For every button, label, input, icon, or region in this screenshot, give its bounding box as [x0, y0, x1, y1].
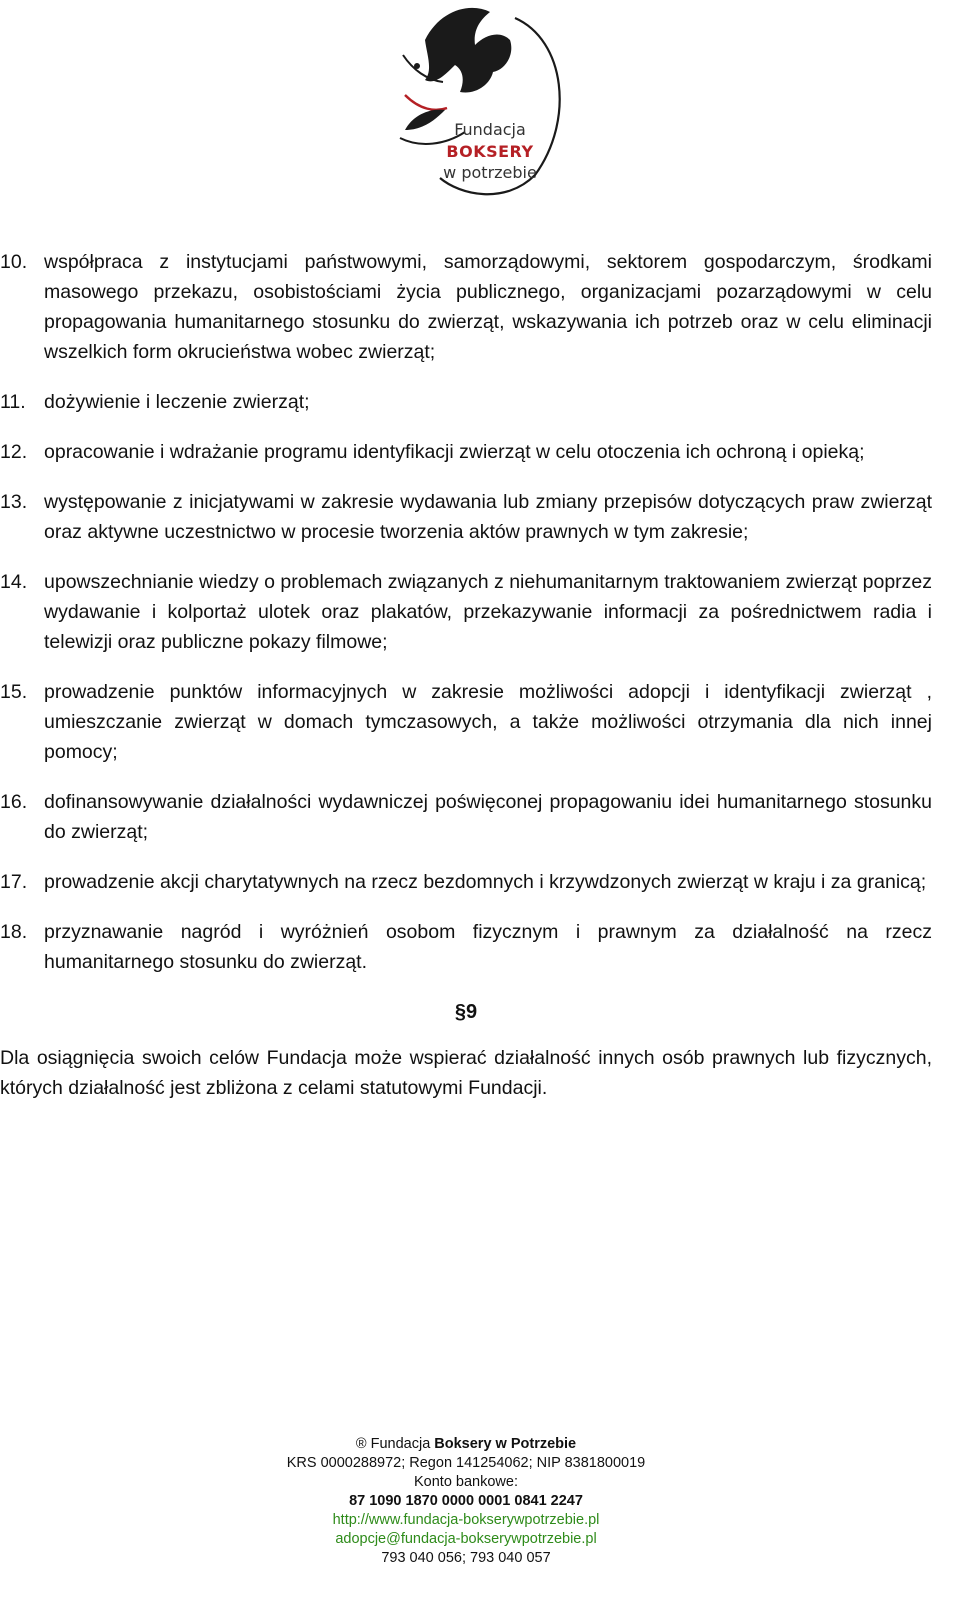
- statute-content: [0, 247, 932, 1103]
- foundation-logo: [365, 0, 585, 200]
- footer-website-link[interactable]: http://www.fundacja-bokserywpotrzebie.pl: [332, 1512, 600, 1528]
- list-item: [0, 247, 932, 367]
- footer-org-name: Boksery w Potrzebie: [434, 1436, 577, 1452]
- item-number: 16.: [0, 791, 28, 813]
- section-paragraph: Dla osiągnięcia swoich celów Fundacja może wspierać działalność innych osób prawnych lub fizycznych, których działalność jest zbliżona z celami statutowymi Fundacji.: [0, 1047, 932, 1099]
- item-number: 17.: [0, 871, 28, 893]
- item-number: 15.: [0, 681, 28, 703]
- item-text: upowszechnianie wiedzy o problemach związanych z niehumanitarnym traktowaniem zwierząt poprzez wydawanie i kolportaż ulotek oraz plakatów, przekazywanie informacji za pośrednictwem radia i telewizji oraz publiczne pokazy filmowe;: [44, 571, 932, 653]
- list-item: [0, 487, 932, 547]
- list-item: [0, 917, 932, 977]
- list-item: [0, 437, 932, 467]
- item-text: dożywienie i leczenie zwierząt;: [44, 391, 310, 413]
- list-item: [0, 567, 932, 657]
- item-text: prowadzenie punktów informacyjnych w zakresie możliwości adopcji i identyfikacji zwierząt , umieszczanie zwierząt w domach tymczasowych, a także możliwości otrzymania dla nich innej pomocy;: [44, 681, 932, 763]
- list-item: [0, 677, 932, 767]
- footer-registration: KRS 0000288972; Regon 141254062; NIP 8381800019: [286, 1455, 646, 1471]
- item-number: 13.: [0, 491, 28, 513]
- list-item: [0, 387, 932, 417]
- logo-line-fundacja: Fundacja: [454, 120, 526, 139]
- item-number: 12.: [0, 441, 28, 463]
- footer-bank-label: Konto bankowe:: [414, 1474, 518, 1490]
- item-text: opracowanie i wdrażanie programu identyfikacji zwierząt w celu otoczenia ich ochroną i opieką;: [44, 441, 865, 463]
- page-footer: [0, 1435, 932, 1568]
- footer-bank-account: 87 1090 1870 0000 0001 0841 2247: [349, 1493, 583, 1509]
- list-item: [0, 787, 932, 847]
- item-text: przyznawanie nagród i wyróżnień osobom fizycznym i prawnym za działalność na rzecz humanitarnego stosunku do zwierząt.: [44, 921, 932, 973]
- footer-org-line: [0, 1435, 932, 1454]
- footer-org-prefix: ® Fundacja: [355, 1436, 435, 1452]
- item-text: prowadzenie akcji charytatywnych na rzecz bezdomnych i krzywdzonych zwierząt w kraju i za granicą;: [44, 871, 927, 893]
- item-text: współpraca z instytucjami państwowymi, samorządowymi, sektorem gospodarczym, środkami masowego przekazu, osobistościami życia publicznego, organizacjami pozarządowymi w celu propagowania humanitarnego stosunku do zwierząt, wskazywania ich potrzeb oraz w celu eliminacji wszelkich form okrucieństwa wobec zwierząt;: [44, 251, 932, 363]
- footer-email-link[interactable]: adopcje@fundacja-bokserywpotrzebie.pl: [335, 1531, 597, 1547]
- item-number: 18.: [0, 921, 28, 943]
- item-number: 10.: [0, 251, 28, 273]
- list-item: [0, 867, 932, 897]
- item-text: występowanie z inicjatywami w zakresie wydawania lub zmiany przepisów dotyczących praw zwierząt oraz aktywne uczestnictwo w procesie tworzenia aktów prawnych w tym zakresie;: [44, 491, 932, 543]
- section-heading: §9: [454, 1001, 478, 1023]
- logo-line-boksery: BOKSERY: [446, 142, 534, 161]
- item-number: 11.: [0, 391, 26, 413]
- item-text: dofinansowywanie działalności wydawniczej poświęconej propagowaniu idei humanitarnego stosunku do zwierząt;: [44, 791, 932, 843]
- footer-phones: 793 040 056; 793 040 057: [381, 1550, 551, 1566]
- logo-line-w-potrzebie: w potrzebie: [443, 163, 537, 182]
- item-number: 14.: [0, 571, 28, 593]
